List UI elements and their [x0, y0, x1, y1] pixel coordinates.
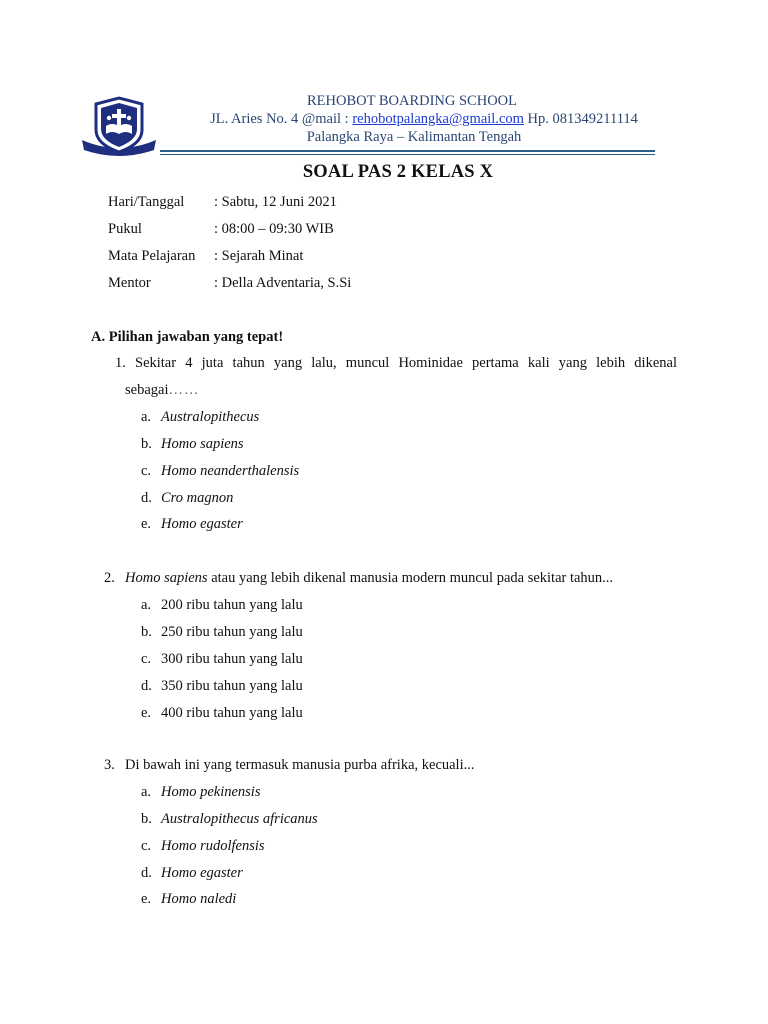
answer-option[interactable]: [141, 811, 318, 828]
answer-option[interactable]: [141, 436, 244, 453]
option-letter: b.: [141, 436, 152, 452]
answer-option[interactable]: [141, 784, 260, 801]
option-letter: c.: [141, 651, 152, 667]
answer-option[interactable]: [141, 705, 303, 722]
option-text: Homo naledi: [161, 891, 237, 907]
info-label: Mata Pelajaran: [108, 248, 196, 264]
answer-option[interactable]: [141, 490, 233, 507]
option-text: Australopithecus africanus: [161, 811, 318, 827]
option-letter: a.: [141, 597, 152, 613]
option-text: Cro magnon: [161, 490, 234, 506]
option-letter: e.: [141, 891, 152, 907]
info-label: Pukul: [108, 221, 142, 237]
option-letter: e.: [141, 516, 152, 532]
answer-option[interactable]: [141, 463, 299, 480]
option-letter: d.: [141, 678, 152, 694]
question-text-italic: Homo sapiens: [125, 570, 208, 586]
answer-option[interactable]: [141, 597, 303, 614]
phone-number: Hp. 081349211114: [523, 111, 638, 127]
info-row-subject: [108, 248, 303, 268]
answer-option[interactable]: [141, 838, 265, 855]
option-letter: e.: [141, 705, 152, 721]
info-value: : 08:00 – 09:30 WIB: [214, 221, 334, 237]
option-text: 200 ribu tahun yang lalu: [161, 597, 303, 613]
option-text: 400 ribu tahun yang lalu: [161, 705, 303, 721]
question-text-end: sebagai: [125, 382, 169, 398]
section-heading: A. Pilihan jawaban yang tepat!: [91, 329, 284, 345]
option-letter: c.: [141, 838, 152, 854]
school-address: [40, 111, 768, 128]
option-letter: d.: [141, 865, 152, 881]
info-row-time: [108, 221, 334, 241]
question-text-continued: [125, 382, 199, 399]
answer-option[interactable]: [141, 891, 236, 908]
blank-dots: ……: [168, 382, 200, 398]
question-text: Di bawah ini yang termasuk manusia purba afrika, kecuali...: [125, 757, 475, 773]
info-value: : Sejarah Minat: [214, 248, 304, 264]
info-value: : Della Adventaria, S.Si: [214, 275, 352, 291]
info-label: Mentor: [108, 275, 151, 291]
info-row-mentor: [108, 275, 351, 295]
option-text: Homo egaster: [161, 865, 243, 881]
option-letter: b.: [141, 811, 152, 827]
question-text-rest: atau yang lebih dikenal manusia modern muncul pada sekitar tahun...: [207, 570, 614, 586]
option-letter: a.: [141, 784, 152, 800]
answer-option[interactable]: [141, 516, 243, 533]
answer-option[interactable]: [141, 865, 243, 882]
answer-option[interactable]: [141, 409, 259, 426]
exam-title: [0, 162, 768, 183]
option-text: Australopithecus: [161, 409, 260, 425]
info-value: : Sabtu, 12 Juni 2021: [214, 194, 337, 210]
answer-option[interactable]: [141, 624, 303, 641]
option-text: 300 ribu tahun yang lalu: [161, 651, 303, 667]
answer-option[interactable]: [141, 651, 303, 668]
exam-title-text: SOAL PAS 2 KELAS X: [302, 162, 494, 182]
option-text: Homo rudolfensis: [161, 838, 265, 854]
school-name: REHOBOT BOARDING SCHOOL: [307, 93, 517, 109]
address-prefix: JL. Aries No. 4 @mail :: [210, 111, 353, 127]
option-text: Homo sapiens: [161, 436, 244, 452]
header-rule-thin: [160, 154, 655, 155]
option-text: 250 ribu tahun yang lalu: [161, 624, 303, 640]
question-number: 3.: [104, 757, 115, 773]
question-text: [125, 570, 613, 587]
option-letter: d.: [141, 490, 152, 506]
option-text: 350 ribu tahun yang lalu: [161, 678, 303, 694]
school-city: Palangka Raya – Kalimantan Tengah: [306, 129, 522, 145]
header-rule-thick: [160, 150, 655, 152]
option-text: Homo pekinensis: [161, 784, 261, 800]
question-number: 2.: [104, 570, 115, 586]
option-letter: b.: [141, 624, 152, 640]
option-text: Homo egaster: [161, 516, 243, 532]
info-label: Hari/Tanggal: [108, 194, 185, 210]
option-letter: a.: [141, 409, 152, 425]
info-row-date: [108, 194, 337, 214]
option-text: Homo neanderthalensis: [161, 463, 300, 479]
email-link[interactable]: rehobotpalangka@gmail.com: [352, 111, 524, 127]
question-number: 1.: [115, 355, 126, 371]
option-letter: c.: [141, 463, 152, 479]
answer-option[interactable]: [141, 678, 303, 695]
question-text: Sekitar 4 juta tahun yang lalu, muncul Hominidae pertama kali yang lebih dikenal: [135, 355, 677, 371]
